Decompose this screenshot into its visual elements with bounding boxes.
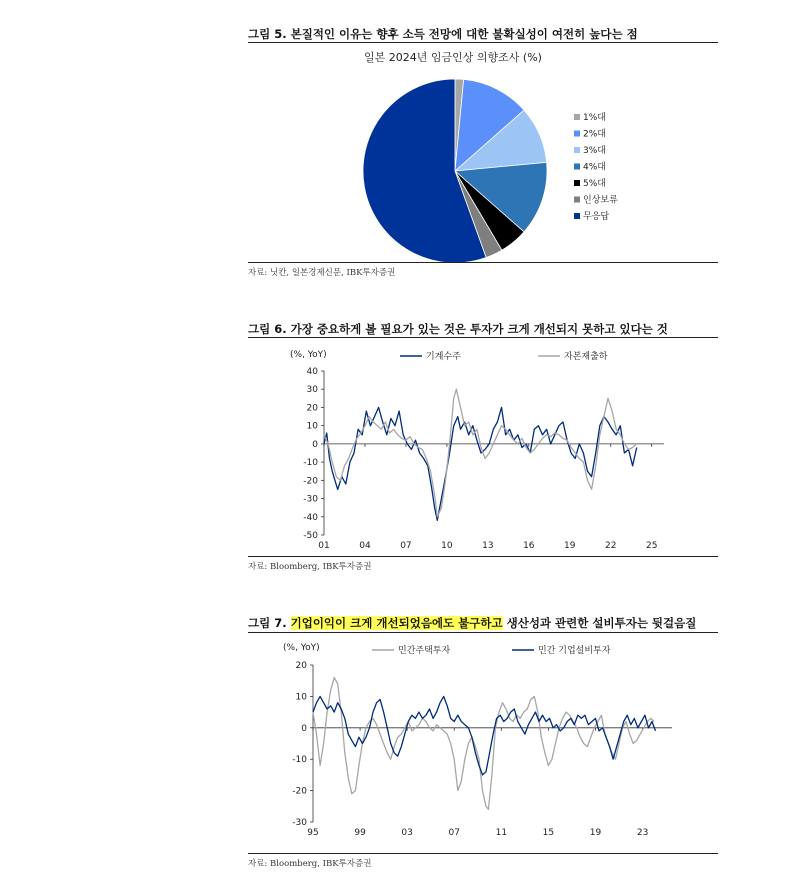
pie-legend-label-5: 5%대 (583, 179, 606, 189)
x-tick-label: 95 (307, 828, 319, 838)
pie-legend-label-4: 4%대 (583, 162, 606, 173)
y-tick-label: 10 (306, 421, 318, 432)
y-tick-label: -30 (303, 494, 318, 505)
figure-7-title-highlight: 기업이익이 크게 개선되었음에도 불구하고 (290, 616, 503, 630)
y-tick-label: 30 (306, 385, 318, 396)
y-tick-label: 0 (301, 723, 307, 734)
x-tick-label: 10 (441, 541, 453, 551)
pie-legend-label-7: 무응답 (583, 212, 610, 222)
figure-5-title: 그림 5. 본질적인 이유는 향후 소득 전망에 대한 불확실성이 여전히 높다는 점 (248, 27, 638, 41)
x-tick-label: 19 (589, 828, 602, 838)
figure-7-source: 자료: Bloomberg, IBK투자증권 (248, 859, 372, 869)
pie-legend-label-1: 1%대 (583, 113, 606, 123)
x-tick-label: 99 (354, 828, 366, 838)
y-tick-label: -20 (292, 786, 307, 797)
x-tick-label: 13 (482, 541, 494, 551)
legend-label-2: 민간 기업설비투자 (538, 646, 611, 656)
y-tick-label: -10 (292, 755, 307, 766)
y-tick-label: -50 (303, 531, 318, 541)
x-tick-label: 07 (448, 828, 460, 838)
series-line-1 (313, 678, 654, 810)
x-tick-label: 07 (400, 541, 412, 551)
figure-6-source: 자료: Bloomberg, IBK투자증권 (248, 562, 372, 572)
pie-chart-title: 일본 2024년 임금인상 의향조사 (%) (364, 51, 542, 64)
x-tick-label: 16 (523, 541, 535, 551)
pie-legend-label-3: 3%대 (583, 146, 606, 156)
legend-label-2: 자본재출하 (564, 352, 608, 362)
x-tick-label: 23 (636, 828, 649, 838)
y-tick-label: -40 (303, 512, 318, 523)
legend-label-1: 민간주택투자 (398, 646, 451, 656)
figure-6-title: 그림 6. 가장 중요하게 볼 필요가 있는 것은 투자가 크게 개선되지 못하고 있다는 것 (248, 322, 668, 336)
figure-7-title-prefix: 그림 7. (248, 616, 287, 630)
y-tick-label: 20 (306, 403, 318, 414)
x-tick-label: 22 (605, 541, 617, 551)
x-tick-label: 25 (645, 541, 658, 551)
figure-5-source: 자료: 닛칸, 일본경제신문, IBK투자증권 (248, 268, 396, 278)
y-tick-label: -30 (292, 818, 307, 828)
x-tick-label: 03 (401, 828, 413, 838)
y-tick-label: 20 (295, 661, 307, 671)
x-tick-label: 04 (359, 541, 371, 551)
x-tick-label: 11 (495, 828, 508, 838)
y-tick-label: -10 (303, 458, 318, 469)
y-tick-label: 40 (306, 367, 318, 377)
legend-label-1: 기계수주 (426, 352, 461, 362)
figure-7-bottom-rule (248, 853, 718, 854)
pie-legend-label-6: 인상보류 (583, 195, 618, 206)
y-tick-label: 10 (295, 692, 307, 703)
x-tick-label: 15 (542, 828, 555, 838)
pie-legend-label-2: 2%대 (583, 129, 606, 140)
figure-7-title-suffix: 생산성과 관련한 설비투자는 뒷걸음질 (506, 616, 697, 630)
x-tick-label: 01 (318, 541, 330, 551)
line-chart-2-ylabel: (%, YoY) (283, 643, 320, 653)
line-chart-1-ylabel: (%, YoY) (290, 350, 327, 360)
y-tick-label: 0 (312, 439, 318, 450)
y-tick-label: -20 (303, 476, 318, 487)
x-tick-label: 19 (564, 541, 576, 551)
